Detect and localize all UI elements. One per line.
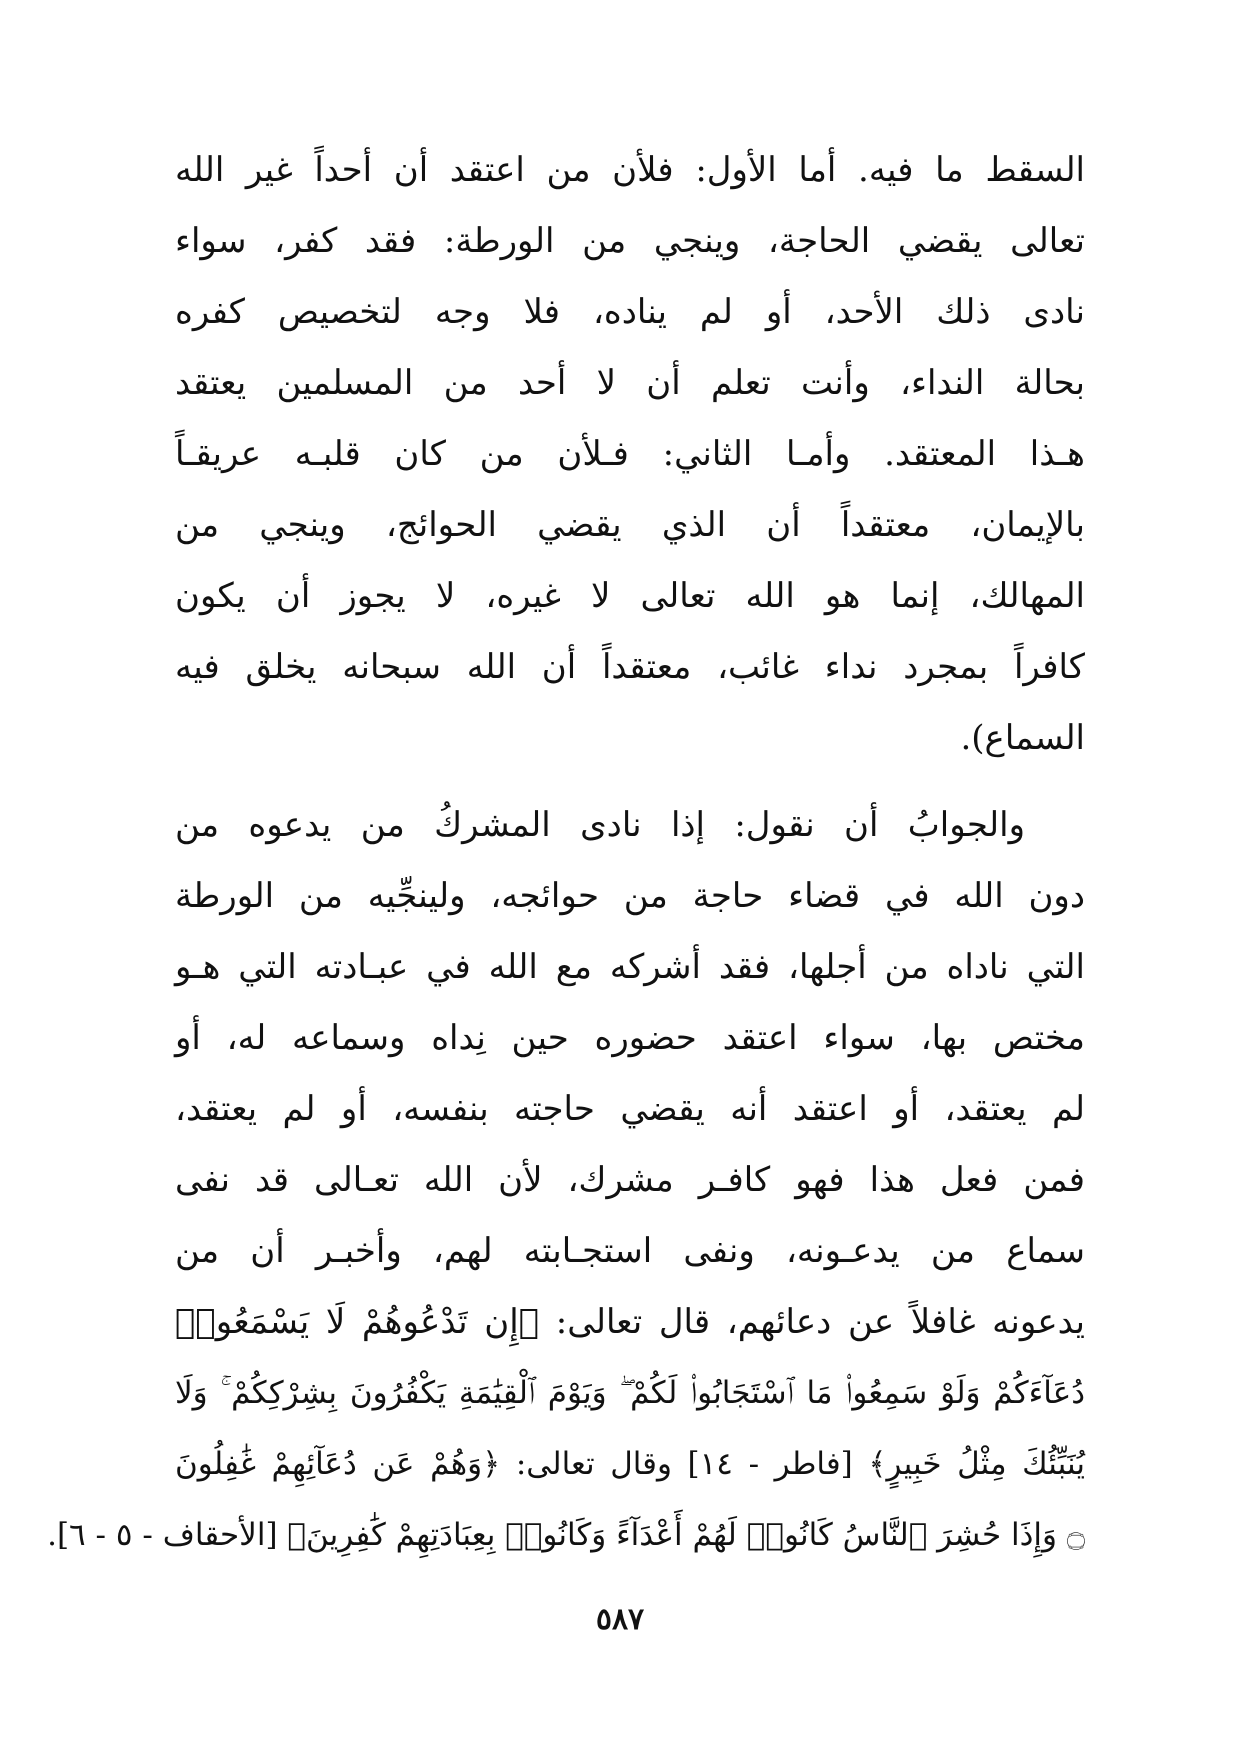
text-line: تعالى يقضي الحاجة، وينجي من الورطة: فقد كفر، سواء: [175, 221, 1085, 261]
paragraph-1: [175, 135, 1085, 774]
text-line: التي ناداه من أجلها، فقد أشركه مع الله في عبـادته التي هـو: [175, 947, 1085, 987]
text-line: نادى ذلك الأحد، أو لم يناده، فلا وجه لتخصيص كفره: [175, 292, 1085, 332]
paragraph-2: [47, 790, 1085, 1571]
text-line: دون الله في قضاء حاجة من حوائجه، ولينجِّيه من الورطة: [175, 876, 1085, 916]
text-line: فمن فعل هذا فهو كافـر مشرك، لأن الله تعـالى قد نفى: [175, 1160, 1085, 1200]
text-line: مختص بها، سواء اعتقد حضوره حين نِداه وسماعه له، أو: [175, 1018, 1085, 1058]
text-line: يدعونه غافلاً عن دعائهم، قال تعالى: ﴿إِن تَدْعُوهُمْ لَا يَسْمَعُوا۟: [175, 1302, 1085, 1342]
quran-verse-line: دُعَآءَكُمْ وَلَوْ سَمِعُوا۟ مَا ٱسْتَجَابُوا۟ لَكُمْ ۖ وَيَوْمَ ٱلْقِيَٰمَةِ يَكْفُرُونَ بِشِرْكِكُمْ ۚ وَلَا: [175, 1375, 1085, 1411]
page-number: ٥٨٧: [595, 1602, 645, 1637]
text-line: المهالك، إنما هو الله تعالى لا غيره، لا يجوز أن يكون: [175, 576, 1085, 616]
text-line: كافراً بمجرد نداء غائب، معتقداً أن الله سبحانه يخلق فيه: [175, 647, 1085, 687]
text-line: هـذا المعتقد. وأمـا الثاني: فـلأن من كان قلبـه عريقـاً: [175, 434, 1085, 474]
quran-verse-line: ۝ وَإِذَا حُشِرَ ٱلنَّاسُ كَانُوا۟ لَهُمْ أَعْدَآءً وَكَانُوا۟ بِعِبَادَتِهِمْ كَٰفِرِينَ﴾ [الأحقاف - ٥ - ٦].: [47, 1517, 1085, 1553]
text-line: السقط ما فيه. أما الأول: فلأن من اعتقد أن أحداً غير الله: [175, 150, 1085, 190]
text-line: والجوابُ أن نقول: إذا نادى المشركُ من يدعوه من: [175, 805, 1025, 845]
text-line: بالإيمان، معتقداً أن الذي يقضي الحوائج، وينجي من: [175, 505, 1085, 545]
text-line: السماع).: [960, 718, 1085, 758]
quran-verse-line: يُنَبِّئُكَ مِثْلُ خَبِيرٍ﴾ [فاطر - ١٤] وقال تعالى: ﴿وَهُمْ عَن دُعَآئِهِمْ غَٰفِلُونَ: [175, 1446, 1085, 1482]
text-line: لم يعتقد، أو اعتقد أنه يقضي حاجته بنفسه، أو لم يعتقد،: [175, 1089, 1085, 1129]
text-line: سماع من يدعـونه، ونفى استجـابته لهم، وأخبـر أن من: [175, 1231, 1085, 1271]
text-line: بحالة النداء، وأنت تعلم أن لا أحد من المسلمين يعتقد: [175, 363, 1085, 403]
